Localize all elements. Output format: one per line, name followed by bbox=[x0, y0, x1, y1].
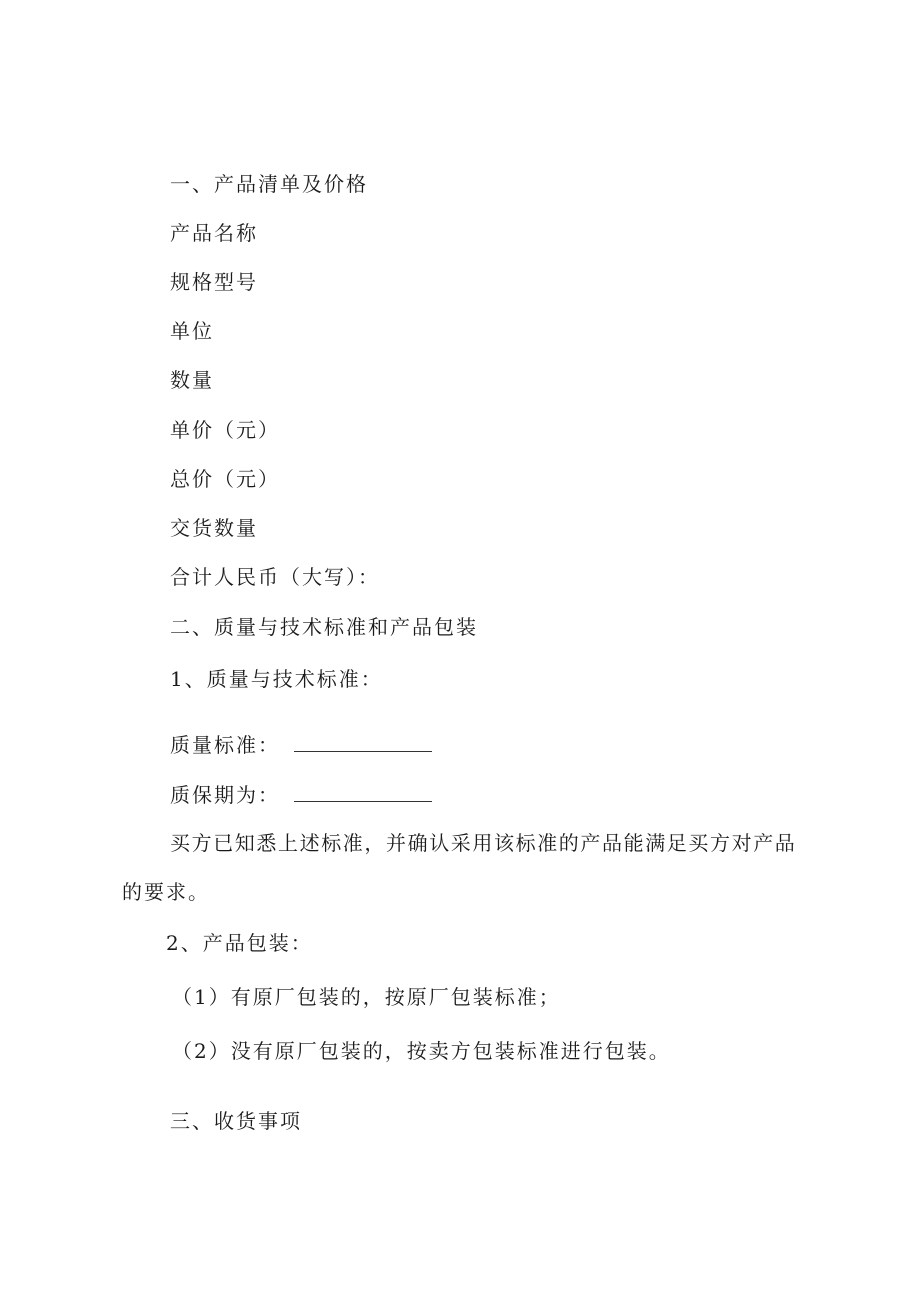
acknowledgement-paragraph-line1: 买方已知悉上述标准，并确认采用该标准的产品能满足买方对产品 bbox=[170, 831, 797, 855]
warranty-label: 质保期为： bbox=[170, 783, 280, 807]
packaging-item-2: （2）没有原厂包装的，按卖方包装标准进行包装。 bbox=[172, 1039, 671, 1063]
quality-standard-row bbox=[170, 733, 432, 757]
acknowledgement-paragraph-line2: 的要求。 bbox=[122, 880, 210, 904]
field-total-price: 总价（元） bbox=[170, 467, 280, 491]
subsection-packaging-heading: 2、产品包装： bbox=[166, 931, 313, 955]
field-quantity: 数量 bbox=[170, 368, 214, 392]
field-unit-price: 单价（元） bbox=[170, 418, 280, 442]
warranty-blank bbox=[294, 783, 432, 802]
section3-heading: 三、收货事项 bbox=[170, 1109, 302, 1133]
quality-standard-blank bbox=[294, 733, 432, 752]
section2-heading: 二、质量与技术标准和产品包装 bbox=[170, 615, 478, 639]
field-spec-model: 规格型号 bbox=[170, 270, 258, 294]
field-delivery-quantity: 交货数量 bbox=[170, 516, 258, 540]
subsection-quality-heading: 1、质量与技术标准： bbox=[170, 667, 383, 691]
warranty-row bbox=[170, 783, 432, 807]
section1-heading: 一、产品清单及价格 bbox=[170, 172, 368, 196]
packaging-item-1: （1）有原厂包装的，按原厂包装标准； bbox=[172, 985, 561, 1009]
quality-standard-label: 质量标准： bbox=[170, 733, 280, 757]
field-total-rmb: 合计人民币（大写）： bbox=[170, 565, 380, 589]
field-product-name: 产品名称 bbox=[170, 221, 258, 245]
field-unit: 单位 bbox=[170, 319, 214, 343]
